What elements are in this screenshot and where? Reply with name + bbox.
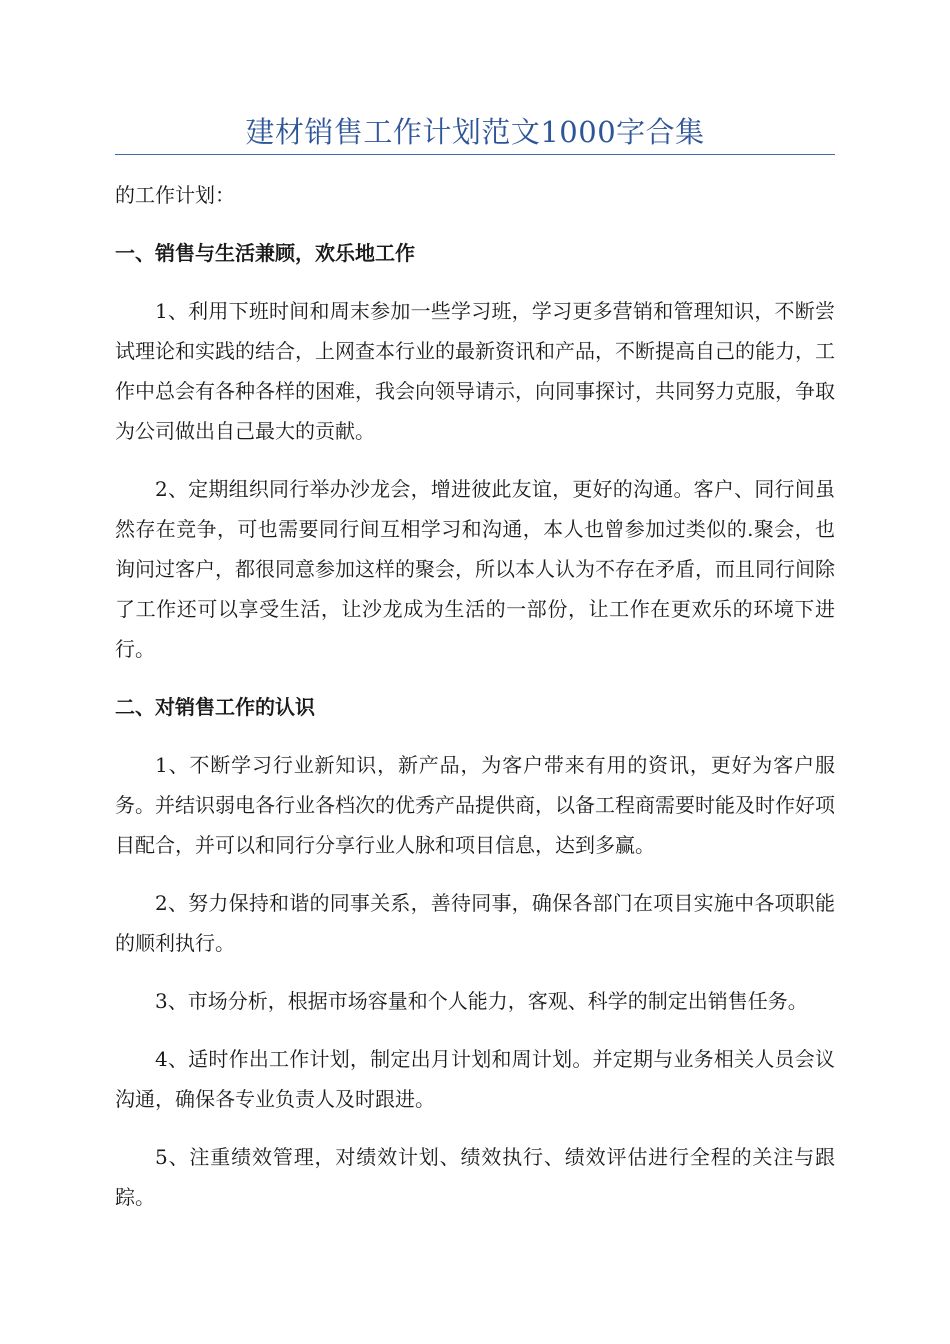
title-underline (115, 154, 835, 155)
section-heading-2: 二、对销售工作的认识 (115, 695, 315, 719)
section-2-paragraph-5: 5、注重绩效管理，对绩效计划、绩效执行、绩效评估进行全程的关注与跟踪。 (115, 1145, 835, 1209)
section-2-paragraph-2: 2、努力保持和谐的同事关系，善待同事，确保各部门在项目实施中各项职能的顺利执行。 (115, 891, 835, 955)
section-1-paragraph-2: 2、定期组织同行举办沙龙会，增进彼此友谊，更好的沟通。客户、同行间虽然存在竞争，可也需要同行间互相学习和沟通，本人也曾参加过类似的.聚会，也询问过客户，都很同意参加这样的聚会，所以本人认为不存在矛盾，而且同行间除了工作还可以享受生活，让沙龙成为生活的一部份，让工作在更欢乐的环境下进行。 (115, 477, 835, 661)
section-1-paragraph-1: 1、利用下班时间和周末参加一些学习班，学习更多营销和管理知识，不断尝试理论和实践的结合，上网查本行业的最新资讯和产品，不断提高自己的能力，工作中总会有各种各样的困难，我会向领导请示，向同事探讨，共同努力克服，争取为公司做出自己最大的贡献。 (115, 299, 835, 443)
section-2-paragraph-4: 4、适时作出工作计划，制定出月计划和周计划。并定期与业务相关人员会议沟通，确保各专业负责人及时跟进。 (115, 1047, 835, 1111)
section-2-paragraph-1: 1、不断学习行业新知识，新产品，为客户带来有用的资讯，更好为客户服务。并结识弱电各行业各档次的优秀产品提供商，以备工程商需要时能及时作好项目配合，并可以和同行分享行业人脉和项目信息，达到多赢。 (115, 753, 835, 857)
section-heading-1: 一、销售与生活兼顾，欢乐地工作 (115, 241, 415, 265)
document-body (115, 175, 835, 1235)
section-2-paragraph-3: 3、市场分析，根据市场容量和个人能力，客观、科学的制定出销售任务。 (155, 989, 808, 1013)
intro-text: 的工作计划： (115, 183, 235, 207)
document-title: 建材销售工作计划范文1000字合集 (245, 115, 705, 149)
